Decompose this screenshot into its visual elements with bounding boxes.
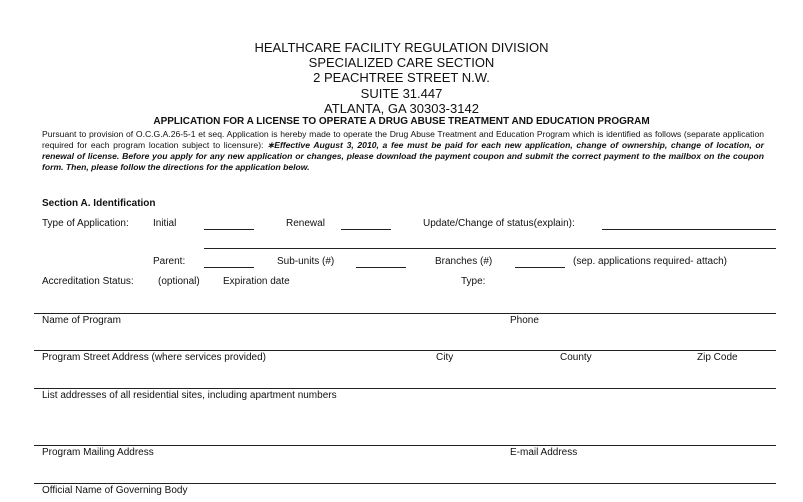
residential-sites-label: List addresses of all residential sites, including apartment numbers <box>42 390 337 401</box>
divider <box>34 483 776 484</box>
update-explain-blank-2[interactable] <box>204 248 776 249</box>
mailing-address-label: Program Mailing Address <box>42 447 154 458</box>
form-title: APPLICATION FOR A LICENSE TO OPERATE A DRUG ABUSE TREATMENT AND EDUCATION PROGRAM <box>153 116 650 127</box>
initial-blank[interactable] <box>204 229 254 230</box>
renewal-label: Renewal <box>286 218 325 229</box>
fee-notice: ∗Effective August 3, 2010, a fee must be paid for each new application, change of ownership, change of location, or renewal of license. Before you apply for any new application or changes, please download the payment coupon and submit the correct payment to the mailbox on the coupon form. Then, please follow the directions for the application below. <box>42 140 765 172</box>
separate-applications-note: (sep. applications required- attach) <box>573 256 727 267</box>
street-address: 2 PEACHTREE STREET N.W. <box>313 70 490 85</box>
agency-name: HEALTHCARE FACILITY REGULATION DIVISION <box>254 40 549 55</box>
update-explain-blank[interactable] <box>602 229 776 230</box>
parent-label: Parent: <box>153 256 186 267</box>
parent-blank[interactable] <box>204 267 254 268</box>
governing-body-label: Official Name of Governing Body <box>42 485 188 496</box>
city-label: City <box>436 352 454 363</box>
type-of-application-label: Type of Application: <box>42 218 129 229</box>
section-a-heading: Section A. Identification <box>42 198 156 209</box>
intro-paragraph <box>42 129 764 173</box>
subunits-label: Sub-units (#) <box>277 256 335 267</box>
divider <box>34 445 776 446</box>
street-address-label: Program Street Address (where services provided) <box>42 352 266 363</box>
accreditation-status-label: Accreditation Status: <box>42 276 134 287</box>
subunits-blank[interactable] <box>356 267 406 268</box>
type-label: Type: <box>461 276 486 287</box>
intro-text: Pursuant to provision of O.C.G.A.26-5-1 et seq. Application is hereby made to operate the Drug Abuse Treatment and Education Program which is identified as follows (separate application required for each program location subject to licensure): <box>42 129 764 150</box>
branches-blank[interactable] <box>515 267 565 268</box>
renewal-blank[interactable] <box>341 229 391 230</box>
branches-label: Branches (#) <box>435 256 493 267</box>
expiration-date-label: Expiration date <box>223 276 290 287</box>
optional-label: (optional) <box>158 276 200 287</box>
divider <box>34 350 776 351</box>
county-label: County <box>560 352 592 363</box>
phone-label: Phone <box>510 315 539 326</box>
initial-label: Initial <box>153 218 177 229</box>
section-name: SPECIALIZED CARE SECTION <box>308 55 495 70</box>
email-address-label: E-mail Address <box>510 447 578 458</box>
divider <box>34 313 776 314</box>
update-label: Update/Change of status(explain): <box>423 218 575 229</box>
divider <box>34 388 776 389</box>
zip-code-label: Zip Code <box>697 352 738 363</box>
city-state-zip: ATLANTA, GA 30303-3142 <box>324 101 479 116</box>
name-of-program-label: Name of Program <box>42 315 121 326</box>
suite: SUITE 31.447 <box>360 86 443 101</box>
